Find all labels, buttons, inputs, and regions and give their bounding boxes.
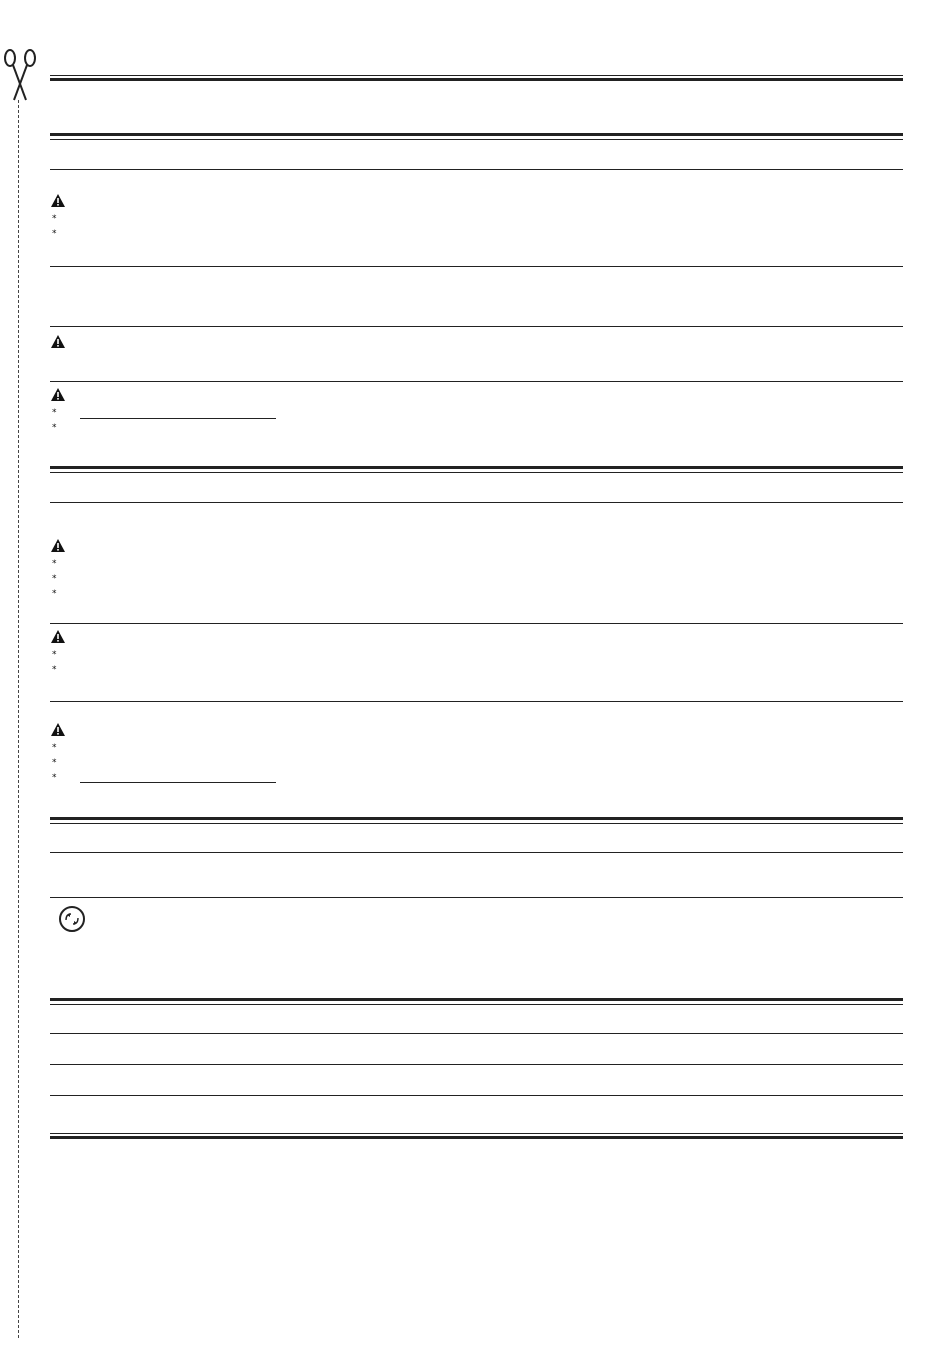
divider-rule (50, 169, 903, 170)
recycle-symbol-icon (58, 905, 86, 933)
bullet-icon: ⁎ (52, 225, 57, 235)
warning-block (50, 193, 450, 238)
warning-block (50, 538, 450, 598)
divider-rule (50, 326, 903, 327)
divider-rule (50, 852, 903, 853)
divider-rule (50, 1064, 903, 1065)
warning-block (50, 629, 450, 674)
bullet-icon: ⁎ (52, 585, 57, 595)
warning-triangle-icon (50, 334, 66, 349)
bullet-icon: ⁎ (52, 210, 57, 220)
warning-block (50, 334, 450, 349)
divider-rule (50, 266, 903, 267)
divider-rule (50, 502, 903, 503)
divider-rule (50, 897, 903, 898)
warning-triangle-icon (50, 193, 66, 208)
bullet-icon: ⁎ (52, 404, 57, 414)
bullet-icon: ⁎ (52, 739, 57, 749)
bullet-icon: ⁎ (52, 661, 57, 671)
warning-block (50, 387, 450, 432)
divider-rule (50, 381, 903, 382)
divider-rule (50, 1095, 903, 1096)
bullet-icon: ⁎ (52, 646, 57, 656)
bullet-icon: ⁎ (52, 754, 57, 764)
underline-rule (80, 782, 276, 783)
divider-rule (50, 701, 903, 702)
underline-rule (80, 418, 276, 419)
section-divider-rule (50, 466, 903, 473)
section-divider-rule (50, 133, 903, 140)
divider-rule (50, 1033, 903, 1034)
bullet-icon: ⁎ (52, 419, 57, 429)
section-bottom-rule (50, 1133, 903, 1139)
warning-triangle-icon (50, 387, 66, 402)
section-divider-rule (50, 817, 903, 824)
scissors-icon (2, 48, 38, 102)
cut-line (18, 100, 19, 1338)
bullet-icon: ⁎ (52, 570, 57, 580)
bullet-icon: ⁎ (52, 555, 57, 565)
warning-triangle-icon (50, 538, 66, 553)
warning-block (50, 722, 450, 782)
divider-rule (50, 623, 903, 624)
warning-triangle-icon (50, 629, 66, 644)
bullet-icon: ⁎ (52, 769, 57, 779)
section-top-rule (50, 75, 903, 81)
section-divider-rule (50, 998, 903, 1005)
warning-triangle-icon (50, 722, 66, 737)
